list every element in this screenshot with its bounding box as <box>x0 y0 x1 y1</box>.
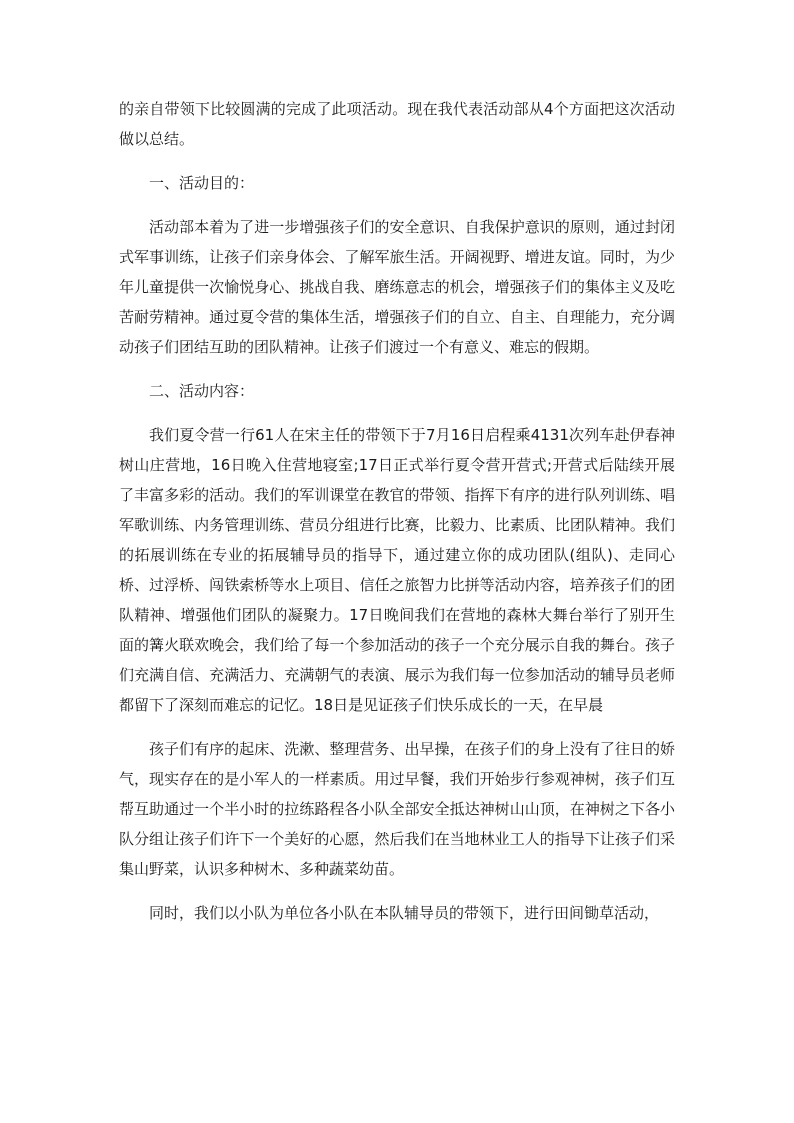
document-body <box>119 94 675 942</box>
paragraph-field-work: 同时，我们以小队为单位各小队在本队辅导员的带领下，进行田间锄草活动， <box>149 904 660 922</box>
paragraph-content: 我们夏令营一行61人在宋主任的带领下于7月16日启程乘4131次列车赴伊春神树山庄营地，16日晚入住营地寝室;17日正式举行夏令营开营式;开营式后陆续开展了丰富多彩的活动。我们的军训课堂在教官的带领、指挥下有序的进行队列训练、唱军歌训练、内务管理训练、营员分组进行比赛，比毅力、比素质、比团队精神。我们的拓展训练在专业的拓展辅导员的指导下，通过建立你的成功团队(组队)、走同心桥、过浮桥、闯铁索桥等水上项目、信任之旅智力比拼等活动内容，培养孩子们的团队精神、增强他们团队的凝聚力。17日晚间我们在营地的森林大舞台举行了别开生面的篝火联欢晚会，我们给了每一个参加活动的孩子一个充分展示自我的舞台。孩子们充满自信、充满活力、充满朝气的表演、展示为我们每一位参加活动的辅导员老师都留下了深刻而难忘的记忆。18日是见证孩子们快乐成长的一天，在早晨 <box>119 426 675 714</box>
paragraph-intro-continuation: 的亲自带领下比较圆满的完成了此项活动。现在我代表活动部从4个方面把这次活动做以总结。 <box>119 100 675 148</box>
paragraph-morning: 孩子们有序的起床、洗漱、整理营务、出早操，在孩子们的身上没有了往日的娇气，现实存在的是小军人的一样素质。用过早餐，我们开始步行参观神树，孩子们互帮互助通过一个半小时的拉练路程各小队全部安全抵达神树山山顶，在神树之下各小队分组让孩子们许下一个美好的心愿，然后我们在当地林业工人的指导下让孩子们采集山野菜，认识多种树木、多种蔬菜幼苗。 <box>119 740 675 878</box>
section-heading-content: 二、活动内容： <box>149 382 255 400</box>
section-heading-purpose: 一、活动目的： <box>149 174 255 192</box>
paragraph-purpose: 活动部本着为了进一步增强孩子们的安全意识、自我保护意识的原则，通过封闭式军事训练，让孩子们亲身体会、了解军旅生活。开阔视野、增进友谊。同时，为少年儿童提供一次愉悦身心、挑战自我、磨练意志的机会，增强孩子们的集体主义及吃苦耐劳精神。通过夏令营的集体生活，增强孩子们的自立、自主、自理能力，充分调动孩子们团结互助的团队精神。让孩子们渡过一个有意义、难忘的假期。 <box>119 218 675 356</box>
